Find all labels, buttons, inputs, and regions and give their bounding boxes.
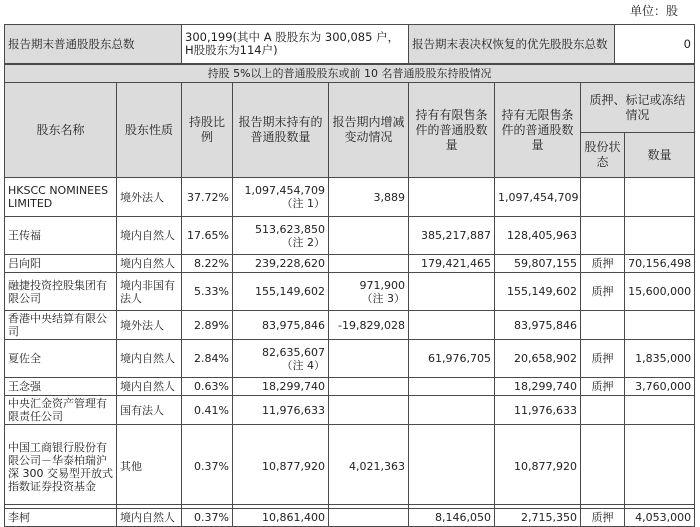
table-row [5,273,695,311]
cell-ratio: 17.65% [182,217,233,255]
cell-name: 香港中央结算有限公司 [5,311,117,340]
cell-change [329,340,409,378]
table-row [5,217,695,255]
table-row [5,425,695,509]
cell-ratio: 0.37% [182,425,233,509]
cell-nature: 境内自然人 [117,340,182,378]
cell-name: 吕向阳 [5,255,117,273]
cell-unrestricted: 1,097,454,709 [495,178,581,217]
cell-end-qty: 11,976,633 [233,396,329,425]
total-holders-value: 300,199(其中 A 股股东为 300,085 户，H股股东为114户) [182,25,409,64]
cell-unrestricted: 11,976,633 [495,396,581,425]
cell-qty: 1,835,000 [625,340,695,378]
cell-end-qty: 83,975,846 [233,311,329,340]
cell-restricted [409,425,495,509]
cell-end-qty: 513,623,850 （注 2） [233,217,329,255]
cell-nature: 境内非国有法人 [117,273,182,311]
summary-table [4,24,695,64]
cell-end-qty: 239,228,620 [233,255,329,273]
cell-restricted: 61,976,705 [409,340,495,378]
cell-unrestricted: 10,877,920 [495,425,581,509]
table-row [5,396,695,425]
cell-ratio: 2.89% [182,311,233,340]
cell-nature: 境外法人 [117,178,182,217]
cell-nature: 其他 [117,425,182,509]
cell-change: -19,829,028 [329,311,409,340]
cell-end-qty: 155,149,602 [233,273,329,311]
cell-restricted [409,378,495,396]
cell-name: 融捷投资控股集团有限公司 [5,273,117,311]
cell-ratio: 0.63% [182,378,233,396]
cell-status [581,396,625,425]
cell-unrestricted: 2,715,350 [495,509,581,527]
cell-status [581,425,625,509]
cell-name: 中央汇金资产管理有限责任公司 [5,396,117,425]
cell-note: （注 1） [281,197,325,210]
preferred-holders-label: 报告期末表决权恢复的优先股股东总数 [409,25,615,64]
cell-change: 971,900 （注 3） [329,273,409,311]
cell-unrestricted: 18,299,740 [495,378,581,396]
cell-status: 质押 [581,378,625,396]
cell-status [581,217,625,255]
header-change: 报告期内增减变动情况 [329,83,409,178]
cell-status: 质押 [581,340,625,378]
header-pledge-group: 质押、标记或冻结情况 [581,83,695,133]
cell-ratio: 5.33% [182,273,233,311]
cell-note: （注 4） [281,358,325,372]
cell-nature: 国有法人 [117,396,182,425]
cell-name: 夏佐全 [5,340,117,378]
section-title: 持股 5%以上的普通股股东或前 10 名普通股股东持股情况 [5,65,695,83]
cell-ratio: 2.84% [182,340,233,378]
cell-change: 3,889 [329,178,409,217]
cell-unrestricted: 59,807,155 [495,255,581,273]
cell-restricted [409,311,495,340]
cell-change: 4,021,363 [329,425,409,509]
preferred-holders-value: 0 [615,25,695,64]
cell-status [581,178,625,217]
table-row [5,378,695,396]
cell-ratio: 0.41% [182,396,233,425]
cell-restricted: 179,421,465 [409,255,495,273]
cell-name: 李柯 [5,509,117,527]
cell-nature: 境内自然人 [117,255,182,273]
cell-restricted [409,178,495,217]
cell-qty [625,217,695,255]
unit-label: 单位：股 [629,4,678,18]
cell-qty [625,311,695,340]
cell-status [581,311,625,340]
cell-restricted: 385,217,887 [409,217,495,255]
cell-qty: 15,600,000 [625,273,695,311]
header-status: 股份状态 [581,133,625,178]
cell-status: 质押 [581,509,625,527]
cell-restricted: 8,146,050 [409,509,495,527]
table-row [5,178,695,217]
cell-ratio: 37.72% [182,178,233,217]
cell-end-qty: 10,877,920 [233,425,329,509]
cell-change [329,396,409,425]
table-row [5,255,695,273]
cell-qty [625,425,695,509]
table-row [5,340,695,378]
cell-qty [625,178,695,217]
cell-nature: 境内自然人 [117,217,182,255]
cell-status: 质押 [581,255,625,273]
cell-note: （注 2） [281,235,325,249]
table-body [5,178,695,527]
cell-nature: 境内自然人 [117,378,182,396]
cell-qty: 3,760,000 [625,378,695,396]
cell-qty [625,396,695,425]
cell-qty: 4,053,000 [625,509,695,527]
cell-end-qty: 82,635,607 （注 4） [233,340,329,378]
cell-qty: 70,156,498 [625,255,695,273]
cell-name: 王念强 [5,378,117,396]
cell-end-qty: 1,097,454,709 （注 1） [233,178,329,217]
cell-unrestricted: 128,405,963 [495,217,581,255]
cell-restricted [409,396,495,425]
cell-ratio: 0.37% [182,509,233,527]
cell-unrestricted: 20,658,902 [495,340,581,378]
cell-unrestricted: 155,149,602 [495,273,581,311]
header-qty: 数量 [625,133,695,178]
cell-status: 质押 [581,273,625,311]
header-name: 股东名称 [5,83,117,178]
cell-unrestricted: 83,975,846 [495,311,581,340]
cell-change [329,255,409,273]
cell-name: HKSCC NOMINEES LIMITED [5,178,117,217]
total-holders-label: 报告期末普通股股东总数 [5,25,182,64]
cell-nature: 境外法人 [117,311,182,340]
header-restricted: 持有有限售条件的普通股数量 [409,83,495,178]
header-unrestricted: 持有无限售条件的普通股数量 [495,83,581,178]
header-end-qty: 报告期末持有的普通股数量 [233,83,329,178]
cell-change [329,217,409,255]
cell-end-qty: 18,299,740 [233,378,329,396]
cell-ratio: 8.22% [182,255,233,273]
cell-change [329,378,409,396]
table-row [5,311,695,340]
shareholders-table [4,64,695,527]
cell-note: （注 3） [361,291,405,305]
cell-restricted [409,273,495,311]
cell-name: 王传福 [5,217,117,255]
cell-name: 中国工商银行股份有限公司－华泰柏瑞沪深 300 交易型开放式指数证券投资基金 [5,425,117,509]
cell-end-qty: 10,861,400 [233,509,329,527]
header-ratio: 持股比例 [182,83,233,178]
cell-nature: 境内自然人 [117,509,182,527]
header-nature: 股东性质 [117,83,182,178]
